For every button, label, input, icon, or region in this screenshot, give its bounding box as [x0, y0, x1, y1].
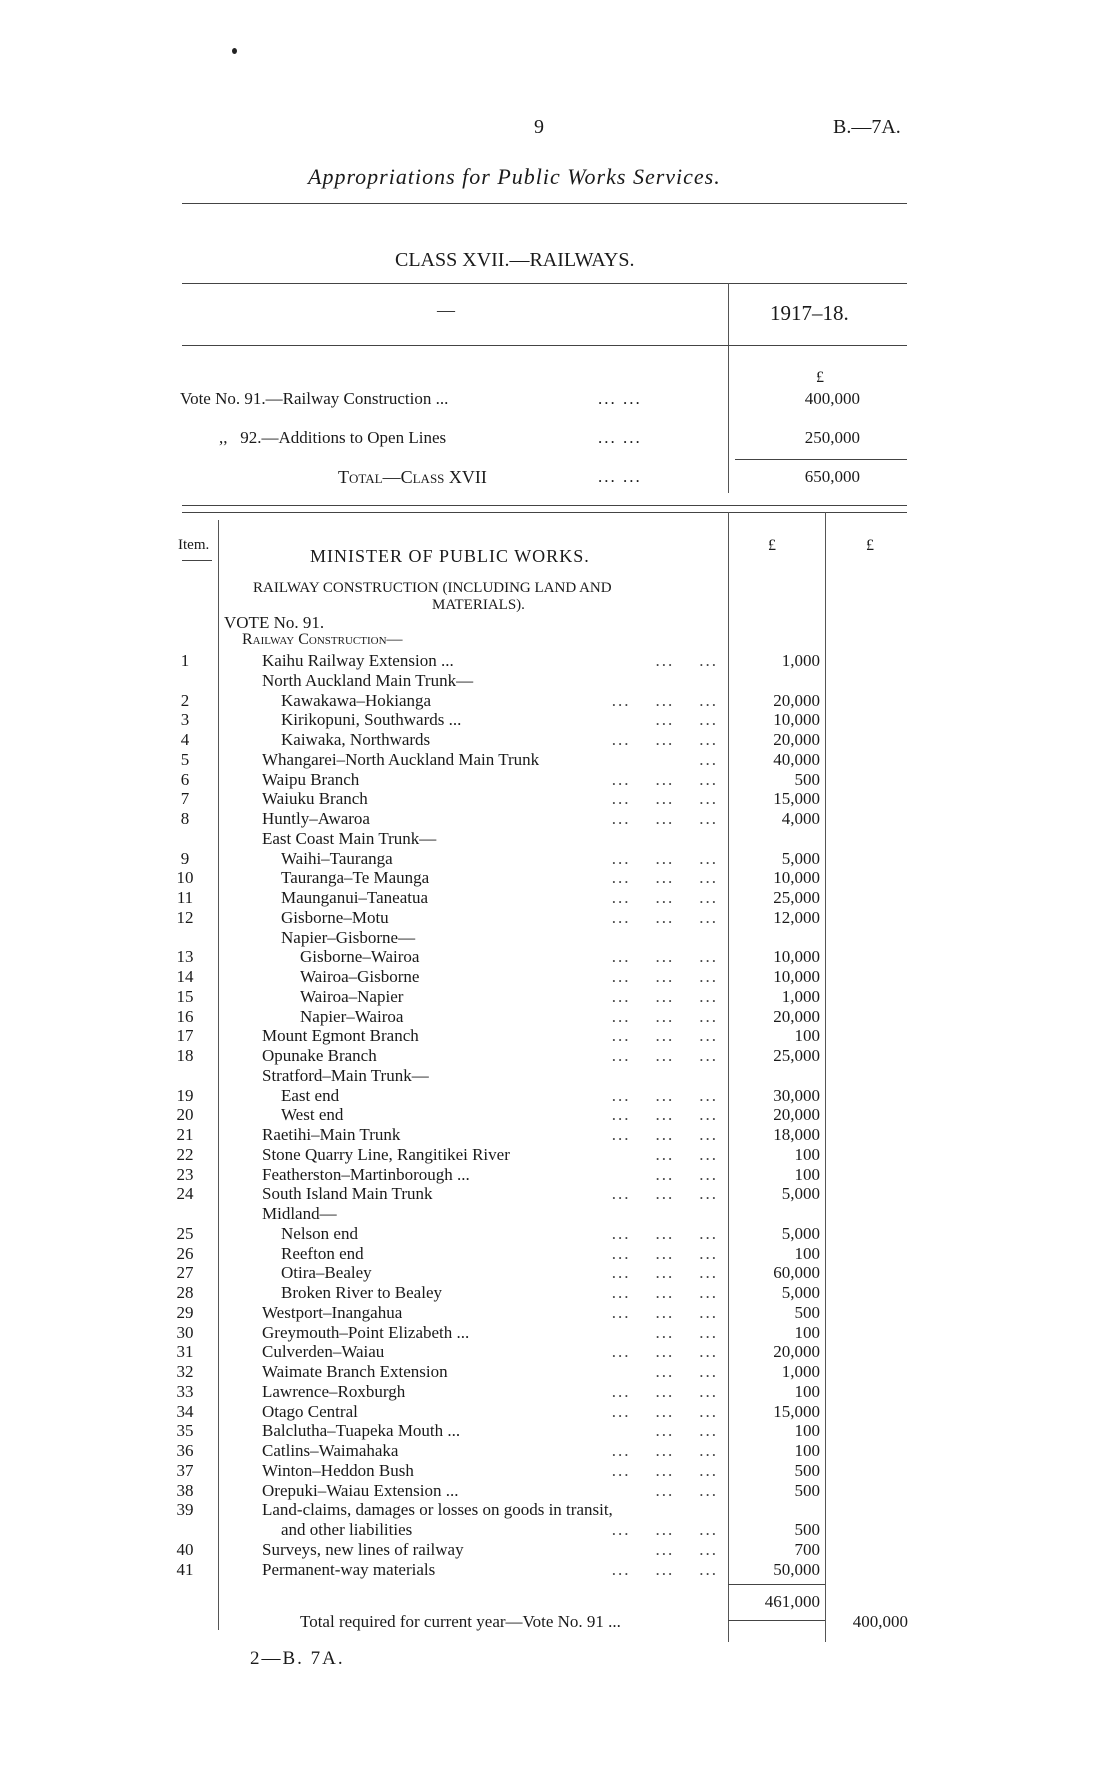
item-label: Kawakawa–Hokianga: [281, 690, 432, 710]
table-row: [0, 770, 1114, 790]
leader-dots: ... ...: [655, 1421, 718, 1441]
leader-dots: ... ... ...: [611, 1085, 718, 1105]
summary-total-label: Total—Class XVII: [338, 467, 487, 487]
item-number: 23: [176, 1164, 194, 1184]
item-number: 34: [176, 1401, 194, 1421]
leader-dots: ... ... ...: [611, 789, 718, 809]
item-number: 25: [176, 1223, 194, 1243]
item-label: Stone Quarry Line, Rangitikei River: [262, 1144, 510, 1164]
item-label: Napier–Wairoa: [300, 1006, 404, 1026]
table-row: [0, 1520, 1114, 1540]
item-amount: 10,000: [773, 967, 820, 986]
item-amount: 100: [794, 1421, 820, 1441]
table-row: [0, 947, 1114, 967]
item-number: 32: [176, 1362, 194, 1381]
table-row: [0, 928, 1114, 948]
table-row: [0, 1007, 1114, 1027]
item-label: Maunganui–Taneatua: [281, 888, 429, 907]
amount-column-currency: £: [768, 537, 776, 554]
table-row: [0, 1323, 1114, 1343]
leader-dots: ... ...: [655, 651, 718, 670]
item-amount: 20,000: [773, 730, 820, 749]
table-row: [0, 730, 1114, 750]
table-row: [0, 1560, 1114, 1580]
summary-total-dots: ... ...: [598, 467, 642, 486]
item-label: East end: [281, 1085, 340, 1105]
item-number: 11: [176, 888, 194, 907]
section-label: Railway Construction—: [242, 631, 403, 648]
table-row: [0, 987, 1114, 1007]
leader-dots: ... ... ...: [611, 1520, 718, 1539]
summary-sum-rule: [735, 459, 907, 460]
item-label: Whangarei–North Auckland Main Trunk: [262, 749, 540, 769]
table-row: [0, 1441, 1114, 1461]
item-label: Mount Egmont Branch: [262, 1026, 419, 1046]
footer-signature: 2—B. 7A.: [250, 1648, 345, 1669]
item-amount: 100: [794, 1322, 820, 1342]
item-number: 9: [180, 848, 190, 868]
item-label: Gisborne–Wairoa: [300, 947, 420, 967]
leader-dots: ... ...: [655, 1164, 718, 1184]
table-row: [0, 1382, 1114, 1402]
table-row: [0, 1402, 1114, 1422]
item-label: East Coast Main Trunk—: [262, 828, 437, 848]
item-label: and other liabilities: [281, 1520, 413, 1539]
item-label: Wairoa–Napier: [300, 986, 404, 1006]
table-row: [0, 671, 1114, 691]
table-row: [0, 1263, 1114, 1283]
item-label: Winton–Heddon Bush: [262, 1460, 414, 1480]
leader-dots: ... ... ...: [611, 1441, 718, 1460]
table-row: [0, 1540, 1114, 1560]
item-label: Tauranga–Te Maunga: [281, 868, 430, 888]
summary-bottom-rule: [182, 505, 907, 506]
item-number: 21: [176, 1125, 194, 1144]
item-label: Featherston–Martinborough ...: [262, 1164, 470, 1184]
subtotal-top-rule: [728, 1584, 825, 1585]
item-number: 35: [176, 1421, 194, 1441]
leader-dots: ... ... ...: [611, 947, 718, 967]
leader-dots: ... ... ...: [611, 1006, 718, 1026]
item-number: 8: [180, 809, 190, 828]
summary-header-rule: [182, 345, 907, 346]
item-amount: 20,000: [773, 1006, 820, 1026]
item-amount: 100: [794, 1441, 820, 1460]
item-label: Broken River to Bealey: [281, 1283, 442, 1302]
item-amount: 5,000: [781, 1184, 820, 1204]
item-amount: 5,000: [781, 848, 820, 868]
leader-dots: ... ... ...: [611, 1559, 718, 1579]
item-amount: 500: [794, 769, 820, 789]
item-amount: 700: [794, 1539, 820, 1559]
item-number: 16: [176, 1006, 194, 1026]
item-number: 20: [176, 1105, 194, 1125]
table-row: [0, 710, 1114, 730]
leader-dots: ... ...: [655, 1480, 718, 1500]
leader-dots: ... ... ...: [611, 868, 718, 888]
table-row: [0, 691, 1114, 711]
table-row: [0, 1184, 1114, 1204]
leader-dots: ... ... ...: [611, 1302, 718, 1322]
item-amount: 10,000: [773, 947, 820, 967]
item-amount: 10,000: [773, 710, 820, 730]
item-label: Surveys, new lines of railway: [262, 1539, 464, 1559]
item-number: 6: [180, 769, 190, 789]
table-row: [0, 1086, 1114, 1106]
table-row: [0, 829, 1114, 849]
item-number: 33: [176, 1381, 194, 1401]
item-label: Waiuku Branch: [262, 789, 368, 809]
leader-dots: ... ... ...: [611, 888, 718, 907]
vote-subheading-line1: RAILWAY CONSTRUCTION (INCLUDING LAND AND: [253, 580, 612, 596]
leader-dots: ... ... ...: [611, 1460, 718, 1480]
table-row: [0, 1026, 1114, 1046]
item-number: 14: [176, 967, 194, 986]
leader-dots: ... ... ...: [611, 1125, 718, 1144]
item-number: 13: [176, 947, 194, 967]
page-number: 9: [534, 116, 544, 138]
item-amount: 40,000: [773, 749, 820, 769]
item-label: South Island Main Trunk: [262, 1184, 433, 1204]
item-label: Balclutha–Tuapeka Mouth ...: [262, 1421, 461, 1441]
item-number: 38: [176, 1480, 194, 1500]
item-number: 15: [176, 986, 194, 1006]
item-label: Otago Central: [262, 1401, 358, 1421]
item-label: Kaihu Railway Extension ...: [262, 651, 454, 670]
item-amount: 12,000: [773, 907, 820, 927]
item-number: 5: [180, 749, 190, 769]
vote-91-label: Vote No. 91.—Railway Construction ...: [180, 389, 449, 408]
item-label: Raetihi–Main Trunk: [262, 1125, 401, 1144]
item-column-header: Item.: [178, 537, 210, 553]
item-amount: 500: [794, 1480, 820, 1500]
summary-total-amount: 650,000: [804, 467, 860, 486]
item-label: Waimate Branch Extension: [262, 1362, 448, 1381]
item-amount: 15,000: [773, 1401, 820, 1421]
item-number: 26: [176, 1243, 194, 1263]
leader-dots: ... ... ...: [611, 730, 718, 749]
item-header-rule: [182, 560, 212, 561]
item-amount: 1,000: [781, 1362, 820, 1381]
leader-dots: ... ... ...: [611, 1026, 718, 1046]
item-amount: 20,000: [773, 690, 820, 710]
vote-91-dots: ... ...: [598, 389, 642, 408]
document-code: B.—7A.: [833, 116, 901, 138]
page-subtitle: Appropriations for Public Works Services.: [308, 164, 721, 189]
leader-dots: ... ...: [655, 1362, 718, 1381]
table-row: [0, 1244, 1114, 1264]
leader-dots: ... ... ...: [611, 986, 718, 1006]
leader-dots: ... ... ...: [611, 1046, 718, 1065]
item-amount: 20,000: [773, 1342, 820, 1362]
item-number: 30: [176, 1322, 194, 1342]
item-number: 24: [176, 1184, 194, 1204]
summary-currency: £: [816, 369, 824, 386]
leader-dots: ... ... ...: [611, 690, 718, 710]
table-row: [0, 849, 1114, 869]
vote-92-dots: ... ...: [598, 428, 642, 447]
ink-mark: [232, 48, 237, 54]
item-amount: 50,000: [773, 1559, 820, 1579]
item-amount: 100: [794, 1381, 820, 1401]
item-label: Napier–Gisborne—: [281, 927, 416, 947]
item-amount: 18,000: [773, 1125, 820, 1144]
item-number: 2: [180, 690, 190, 710]
item-amount: 500: [794, 1520, 820, 1539]
item-label: Greymouth–Point Elizabeth ...: [262, 1322, 470, 1342]
total-column-currency: £: [866, 537, 874, 554]
leader-dots: ...: [699, 749, 718, 769]
leader-dots: ... ...: [655, 1322, 718, 1342]
table-row: [0, 1204, 1114, 1224]
item-number: 4: [180, 730, 190, 749]
item-amount: 5,000: [781, 1283, 820, 1302]
item-number: 19: [176, 1085, 194, 1105]
table-row: [0, 1481, 1114, 1501]
leader-dots: ... ... ...: [611, 1401, 718, 1421]
table-row: [0, 1125, 1114, 1145]
item-label: Reefton end: [281, 1243, 364, 1263]
vote-92-amount: 250,000: [804, 428, 860, 447]
leader-dots: ... ... ...: [611, 967, 718, 986]
item-label: Land-claims, damages or losses on goods in transit,: [262, 1500, 613, 1520]
leader-dots: ... ...: [655, 1539, 718, 1559]
item-label: Otira–Bealey: [281, 1263, 372, 1283]
item-label: Nelson end: [281, 1223, 358, 1243]
table-row: [0, 809, 1114, 829]
item-label: Permanent-way materials: [262, 1559, 436, 1579]
class-title: CLASS XVII.—RAILWAYS.: [395, 249, 635, 271]
subtotal-amount: 461,000: [764, 1592, 820, 1611]
table-row: [0, 750, 1114, 770]
vote-92-label: ,, 92.—Additions to Open Lines: [219, 428, 447, 447]
details-top-rule: [182, 512, 907, 513]
item-label: Westport–Inangahua: [262, 1302, 403, 1322]
leader-dots: ... ... ...: [611, 1342, 718, 1362]
item-number: 39: [176, 1500, 194, 1520]
item-amount: 500: [794, 1460, 820, 1480]
item-label: Opunake Branch: [262, 1046, 377, 1065]
item-label: Wairoa–Gisborne: [300, 967, 420, 986]
item-label: Lawrence–Roxburgh: [262, 1381, 406, 1401]
item-number: 40: [176, 1539, 194, 1559]
table-row: [0, 1165, 1114, 1185]
item-number: 7: [180, 789, 190, 809]
vote-subheading-line2: MATERIALS).: [432, 597, 525, 613]
leader-dots: ... ... ...: [611, 848, 718, 868]
item-number: 10: [176, 868, 194, 888]
leader-dots: ... ...: [655, 1144, 718, 1164]
item-number: 3: [180, 710, 190, 730]
item-label: West end: [281, 1105, 344, 1125]
item-amount: 500: [794, 1302, 820, 1322]
table-row: [0, 967, 1114, 987]
item-label: North Auckland Main Trunk—: [262, 670, 474, 690]
vote-total-label: Total required for current year—Vote No. 91 ...: [300, 1612, 621, 1631]
table-row: [0, 868, 1114, 888]
item-label: Waihi–Tauranga: [281, 848, 393, 868]
vote-91-amount: 400,000: [804, 389, 860, 408]
item-label: Catlins–Waimahaka: [262, 1441, 399, 1460]
item-number: 22: [176, 1144, 194, 1164]
item-label: Stratford–Main Trunk—: [262, 1065, 429, 1085]
item-number: 36: [176, 1441, 194, 1460]
item-label: Waipu Branch: [262, 769, 360, 789]
leader-dots: ... ... ...: [611, 1105, 718, 1125]
summary-column-rule: [728, 283, 729, 493]
item-amount: 25,000: [773, 1046, 820, 1065]
leader-dots: ... ... ...: [611, 1184, 718, 1204]
subtotal-bottom-rule: [728, 1620, 825, 1621]
item-number: 28: [176, 1283, 194, 1302]
leader-dots: ... ... ...: [611, 1243, 718, 1263]
vote-total-amount: 400,000: [852, 1612, 908, 1631]
item-label: Kirikopuni, Southwards ...: [281, 710, 462, 730]
table-row: [0, 1461, 1114, 1481]
item-amount: 100: [794, 1144, 820, 1164]
table-row: [0, 789, 1114, 809]
ministry-heading: MINISTER OF PUBLIC WORKS.: [310, 546, 590, 566]
item-amount: 1,000: [781, 651, 820, 670]
item-amount: 60,000: [773, 1263, 820, 1283]
item-label: Huntly–Awaroa: [262, 809, 370, 828]
item-amount: 4,000: [781, 809, 820, 828]
table-row: [0, 1362, 1114, 1382]
item-amount: 30,000: [773, 1085, 820, 1105]
item-number: 1: [180, 651, 190, 670]
item-number: 29: [176, 1302, 194, 1322]
leader-dots: ... ... ...: [611, 907, 718, 927]
item-amount: 10,000: [773, 868, 820, 888]
item-label: Gisborne–Motu: [281, 907, 389, 927]
table-row: [0, 908, 1114, 928]
item-number: 17: [176, 1026, 194, 1046]
item-amount: 20,000: [773, 1105, 820, 1125]
table-row: [0, 1421, 1114, 1441]
table-row: [0, 888, 1114, 908]
summary-year-header: 1917–18.: [770, 301, 849, 325]
leader-dots: ... ... ...: [611, 809, 718, 828]
item-number: 41: [176, 1559, 194, 1579]
summary-header-dash: —: [437, 300, 455, 320]
table-row: [0, 1145, 1114, 1165]
item-amount: 100: [794, 1164, 820, 1184]
item-amount: 100: [794, 1026, 820, 1046]
header-rule: [182, 203, 907, 204]
leader-dots: ... ... ...: [611, 1263, 718, 1283]
item-number: 31: [176, 1342, 194, 1362]
item-label: Orepuki–Waiau Extension ...: [262, 1480, 459, 1500]
leader-dots: ... ... ...: [611, 769, 718, 789]
leader-dots: ... ... ...: [611, 1381, 718, 1401]
table-row: [0, 1283, 1114, 1303]
table-row: [0, 1105, 1114, 1125]
table-row: [0, 1224, 1114, 1244]
item-amount: 1,000: [781, 986, 820, 1006]
table-row: [0, 1066, 1114, 1086]
item-number: 12: [176, 907, 194, 927]
leader-dots: ... ...: [655, 710, 718, 730]
table-row: [0, 1500, 1114, 1520]
item-label: Kaiwaka, Northwards: [281, 730, 431, 749]
vote-number-label: VOTE No. 91.: [224, 613, 325, 632]
item-amount: 100: [794, 1243, 820, 1263]
item-amount: 25,000: [773, 888, 820, 907]
leader-dots: ... ... ...: [611, 1223, 718, 1243]
item-label: Midland—: [262, 1204, 337, 1223]
table-row: [0, 1046, 1114, 1066]
item-amount: 5,000: [781, 1223, 820, 1243]
item-number: 37: [176, 1460, 194, 1480]
table-row: [0, 1342, 1114, 1362]
item-number: 27: [176, 1263, 194, 1283]
table-row: [0, 651, 1114, 671]
item-number: 18: [176, 1046, 194, 1065]
leader-dots: ... ... ...: [611, 1283, 718, 1302]
table-row: [0, 1303, 1114, 1323]
summary-top-rule: [182, 283, 907, 284]
item-label: Culverden–Waiau: [262, 1342, 385, 1362]
item-amount: 15,000: [773, 789, 820, 809]
